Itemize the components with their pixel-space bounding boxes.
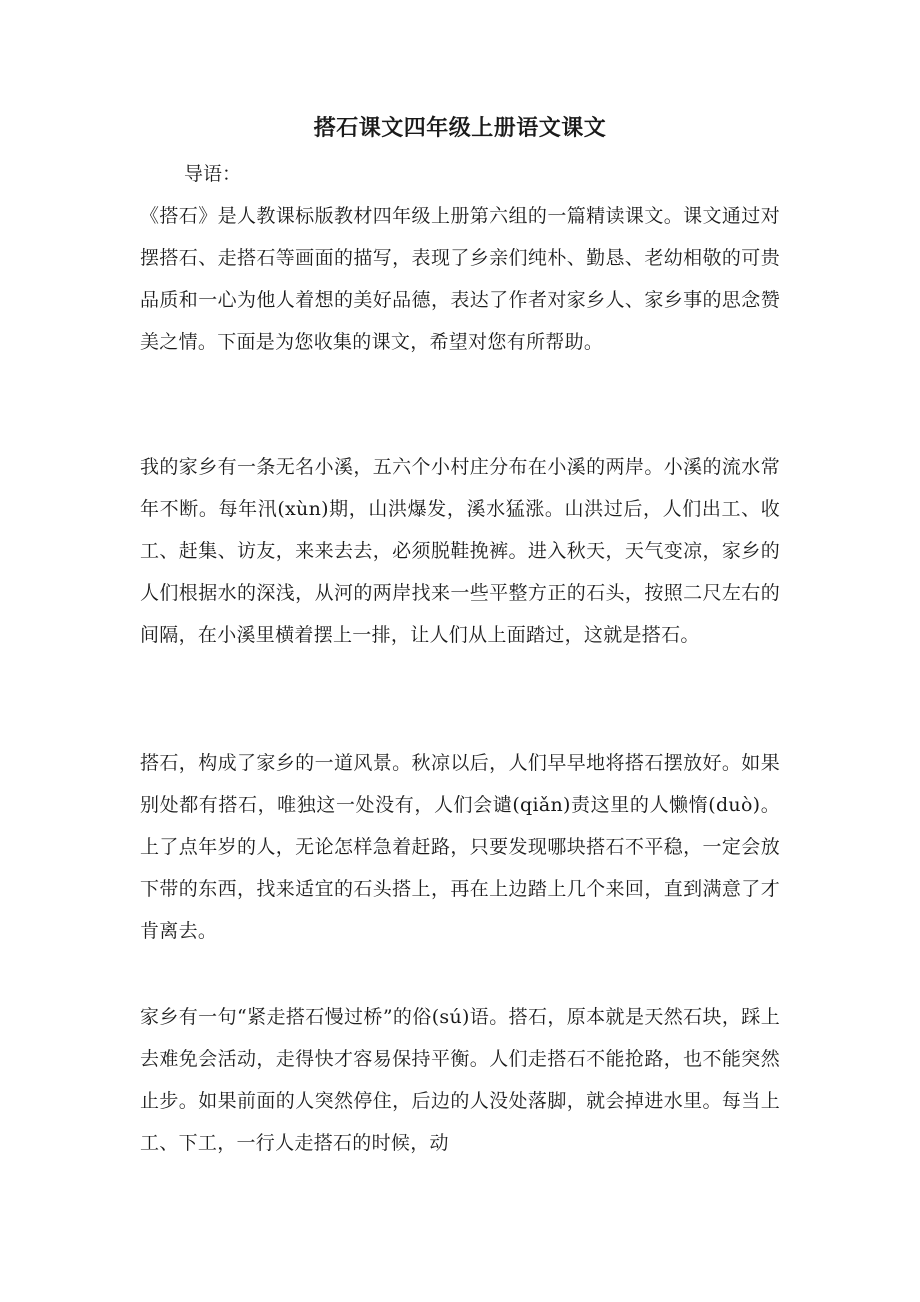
document-title: 搭石课文四年级上册语文课文 (313, 115, 607, 141)
body-paragraph-2: 搭石，构成了家乡的一道风景。秋凉以后，人们早早地将搭石摆放好。如果别处都有搭石，唯独这一处没有，人们会谴(qiǎn)责这里的人懒惰(duò)。上了点年岁的人，无论怎样急着赶路，只要发现哪块搭石不平稳，一定会放下带的东西，找来适宜的石头搭上，再在上边踏上几个来回，直到满意了才肯离去。 (140, 752, 780, 942)
intro-label: 导语： (184, 163, 242, 185)
body-paragraph-1: 我的家乡有一条无名小溪，五六个小村庄分布在小溪的两岸。小溪的流水常年不断。每年汛(xùn)期，山洪爆发，溪水猛涨。山洪过后，人们出工、收工、赶集、访友，来来去去，必须脱鞋挽裤。进入秋天，天气变凉，家乡的人们根据水的深浅，从河的两岸找来一些平整方正的石头，按照二尺左右的间隔，在小溪里横着摆上一排，让人们从上面踏过，这就是搭石。 (140, 456, 780, 646)
body-paragraph-3: 家乡有一句“紧走搭石慢过桥”的俗(sú)语。搭石，原本就是天然石块，踩上去难免会活动，走得快才容易保持平衡。人们走搭石不能抢路，也不能突然止步。如果前面的人突然停住，后边的人没处落脚，就会掉进水里。每当上工、下工，一行人走搭石的时候，动 (140, 1006, 780, 1154)
intro-paragraph: 《搭石》是人教课标版教材四年级上册第六组的一篇精读课文。课文通过对摆搭石、走搭石等画面的描写，表现了乡亲们纯朴、勤恳、老幼相敬的可贵品质和一心为他人着想的美好品德，表达了作者对家乡人、家乡事的思念赞美之情。下面是为您收集的课文，希望对您有所帮助。 (140, 205, 780, 353)
